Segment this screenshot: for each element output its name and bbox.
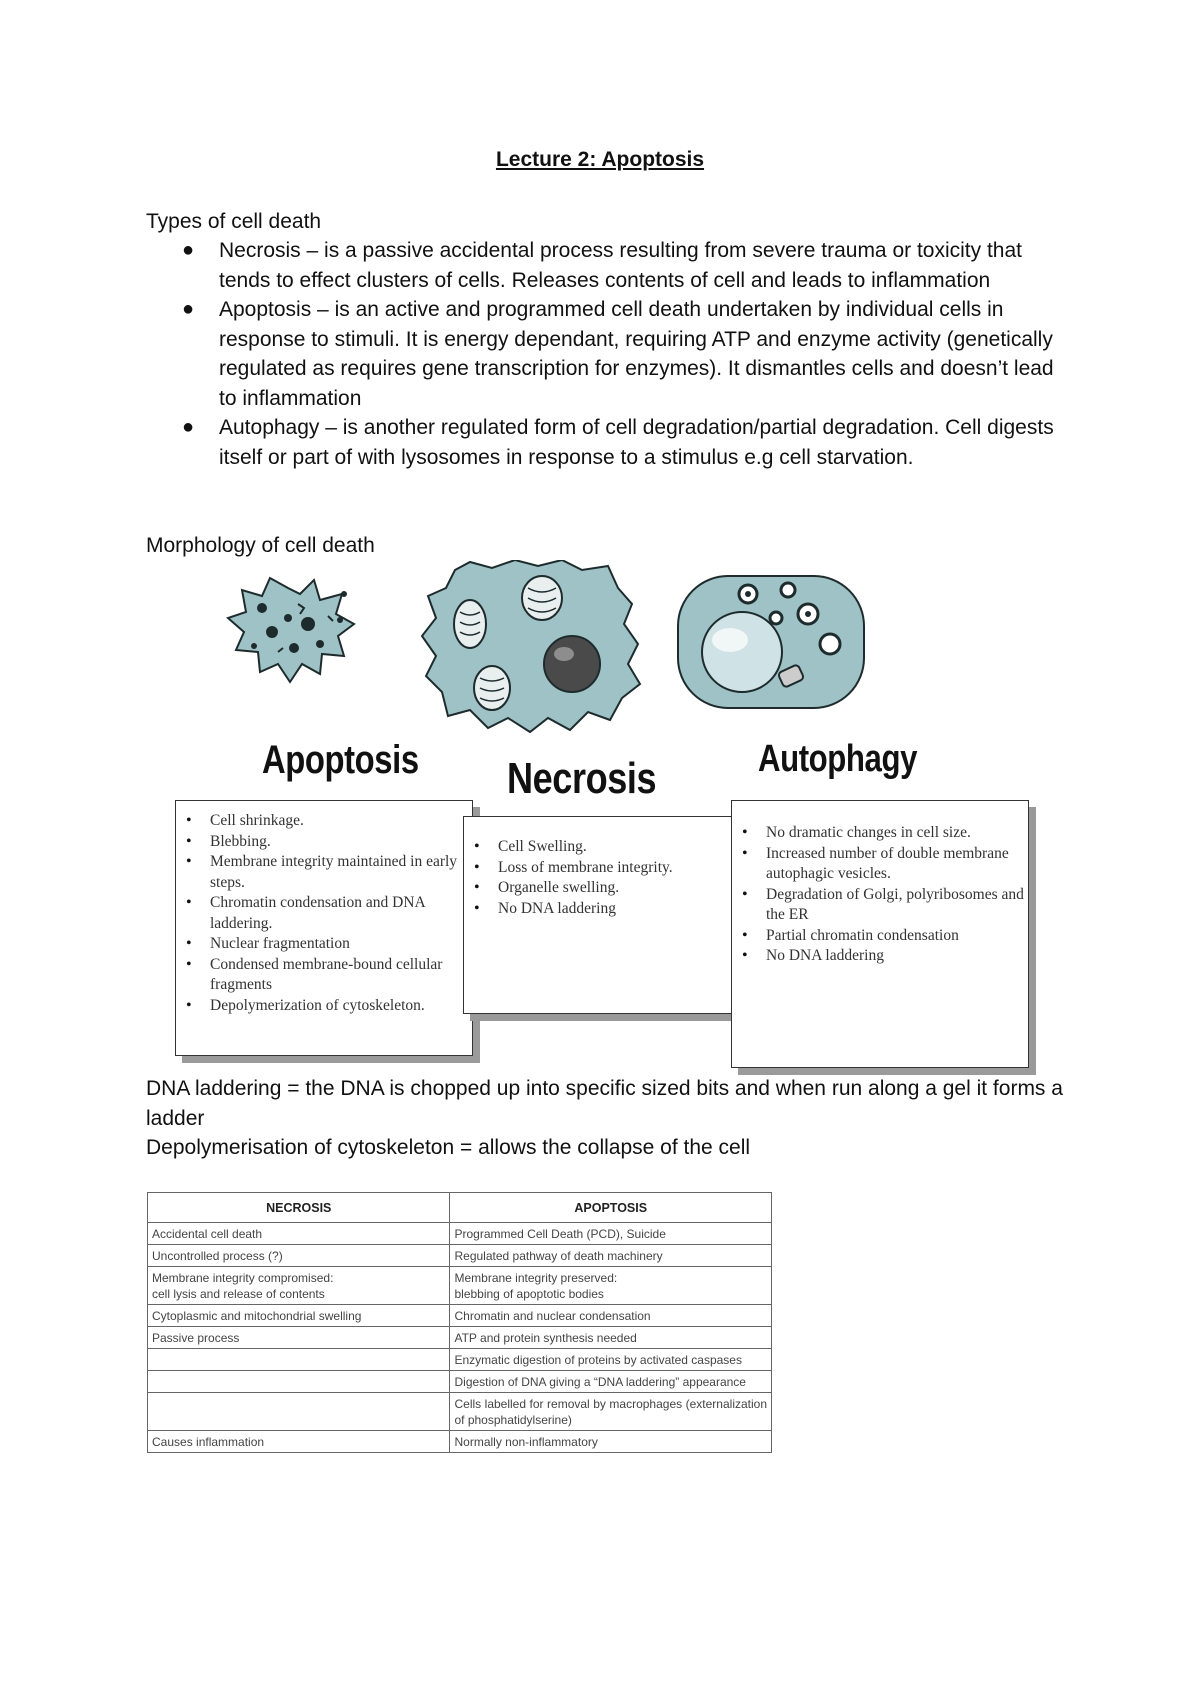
table-cell: Digestion of DNA giving a “DNA laddering” appearance <box>450 1371 772 1393</box>
list-item: • Membrane integrity maintained in early steps. <box>176 852 472 893</box>
list-item: • Blebbing. <box>176 832 472 853</box>
list-item: • Loss of membrane integrity. <box>464 858 752 879</box>
table-row <box>148 1327 772 1349</box>
list-item: • No DNA laddering <box>732 946 1028 967</box>
table-row <box>148 1393 772 1431</box>
list-item-autophagy: ● Autophagy – is another regulated form of cell degradation/partial degradation. Cell digests itself or part of with lysosomes in response to a stimulus e.g cell starvation. <box>146 413 1076 472</box>
table-cell: Cytoplasmic and mitochondrial swelling <box>148 1305 450 1327</box>
definitions <box>146 1074 1076 1163</box>
table-cell: Programmed Cell Death (PCD), Suicide <box>450 1223 772 1245</box>
autophagy-features-box <box>731 800 1029 1068</box>
depolymerisation-definition: Depolymerisation of cytoskeleton = allows the collapse of the cell <box>146 1136 751 1159</box>
bullet-icon: ● <box>182 239 195 261</box>
list-item: • No DNA laddering <box>464 899 752 920</box>
table-row <box>148 1431 772 1453</box>
list-item: • Organelle swelling. <box>464 878 752 899</box>
list-item: • Partial chromatin condensation <box>732 926 1028 947</box>
necrotic-cell-illustration <box>422 560 640 732</box>
necrosis-features-box <box>463 816 753 1014</box>
table-header-apoptosis: APOPTOSIS <box>450 1193 772 1223</box>
list-item: • Depolymerization of cytoskeleton. <box>176 996 472 1017</box>
list-item: • Nuclear fragmentation <box>176 934 472 955</box>
types-list <box>146 236 1076 472</box>
necrosis-apoptosis-table <box>147 1192 772 1453</box>
apoptosis-features-box <box>175 800 473 1056</box>
bullet-icon: ● <box>182 416 195 438</box>
list-item: • Degradation of Golgi, polyribosomes and the ER <box>732 885 1028 926</box>
table-cell: Causes inflammation <box>148 1431 450 1453</box>
table-cell: Passive process <box>148 1327 450 1349</box>
table-row <box>148 1349 772 1371</box>
list-item: • Cell Swelling. <box>464 837 752 858</box>
table-row <box>148 1223 772 1245</box>
table-header-row <box>148 1193 772 1223</box>
table-cell: Regulated pathway of death machinery <box>450 1245 772 1267</box>
table-cell: Accidental cell death <box>148 1223 450 1245</box>
table-cell: Membrane integrity compromised: cell lysis and release of contents <box>148 1267 450 1305</box>
table-cell <box>148 1371 450 1393</box>
list-item: • Condensed membrane-bound cellular fragments <box>176 955 472 996</box>
page-title: Lecture 2: Apoptosis <box>495 148 705 171</box>
list-item: • Chromatin condensation and DNA laddering. <box>176 893 472 934</box>
table-row <box>148 1305 772 1327</box>
autophagy-figure-label: Autophagy <box>758 738 918 780</box>
table-row <box>148 1267 772 1305</box>
list-item: • Cell shrinkage. <box>176 811 472 832</box>
list-item: • Increased number of double membrane autophagic vesicles. <box>732 844 1028 885</box>
table-cell: ATP and protein synthesis needed <box>450 1327 772 1349</box>
table-cell: Chromatin and nuclear condensation <box>450 1305 772 1327</box>
necrosis-figure-label: Necrosis <box>507 754 657 803</box>
morphology-figure <box>170 560 1050 1065</box>
table-row <box>148 1371 772 1393</box>
bullet-icon: ● <box>182 298 195 320</box>
table-cell: Cells labelled for removal by macrophages (externalization of phosphatidylserine) <box>450 1393 772 1431</box>
table-row <box>148 1245 772 1267</box>
dna-laddering-definition: DNA laddering = the DNA is chopped up into specific sized bits and when run along a gel it forms a ladder <box>146 1077 1063 1130</box>
list-item: • No dramatic changes in cell size. <box>732 823 1028 844</box>
table-cell: Normally non-inflammatory <box>450 1431 772 1453</box>
table-cell: Uncontrolled process (?) <box>148 1245 450 1267</box>
apoptotic-cell-illustration <box>228 578 354 682</box>
table-cell: Enzymatic digestion of proteins by activated caspases <box>450 1349 772 1371</box>
table-header-necrosis: NECROSIS <box>148 1193 450 1223</box>
table-cell <box>148 1349 450 1371</box>
types-heading: Types of cell death <box>146 210 322 233</box>
apoptosis-figure-label: Apoptosis <box>262 738 419 782</box>
morphology-heading: Morphology of cell death <box>146 534 375 557</box>
table-cell <box>148 1393 450 1431</box>
autophagic-cell-illustration <box>678 576 864 708</box>
table-cell: Membrane integrity preserved: blebbing of apoptotic bodies <box>450 1267 772 1305</box>
list-item-necrosis: ● Necrosis – is a passive accidental process resulting from severe trauma or toxicity that tends to effect clusters of cells. Releases contents of cell and leads to inflammation <box>146 236 1076 295</box>
list-item-apoptosis: ● Apoptosis – is an active and programmed cell death undertaken by individual cells in response to stimuli. It is energy dependant, requiring ATP and enzyme activity (genetically regulated as requires gene transcription for enzymes). It dismantles cells and doesn’t lead to inflammation <box>146 295 1076 413</box>
